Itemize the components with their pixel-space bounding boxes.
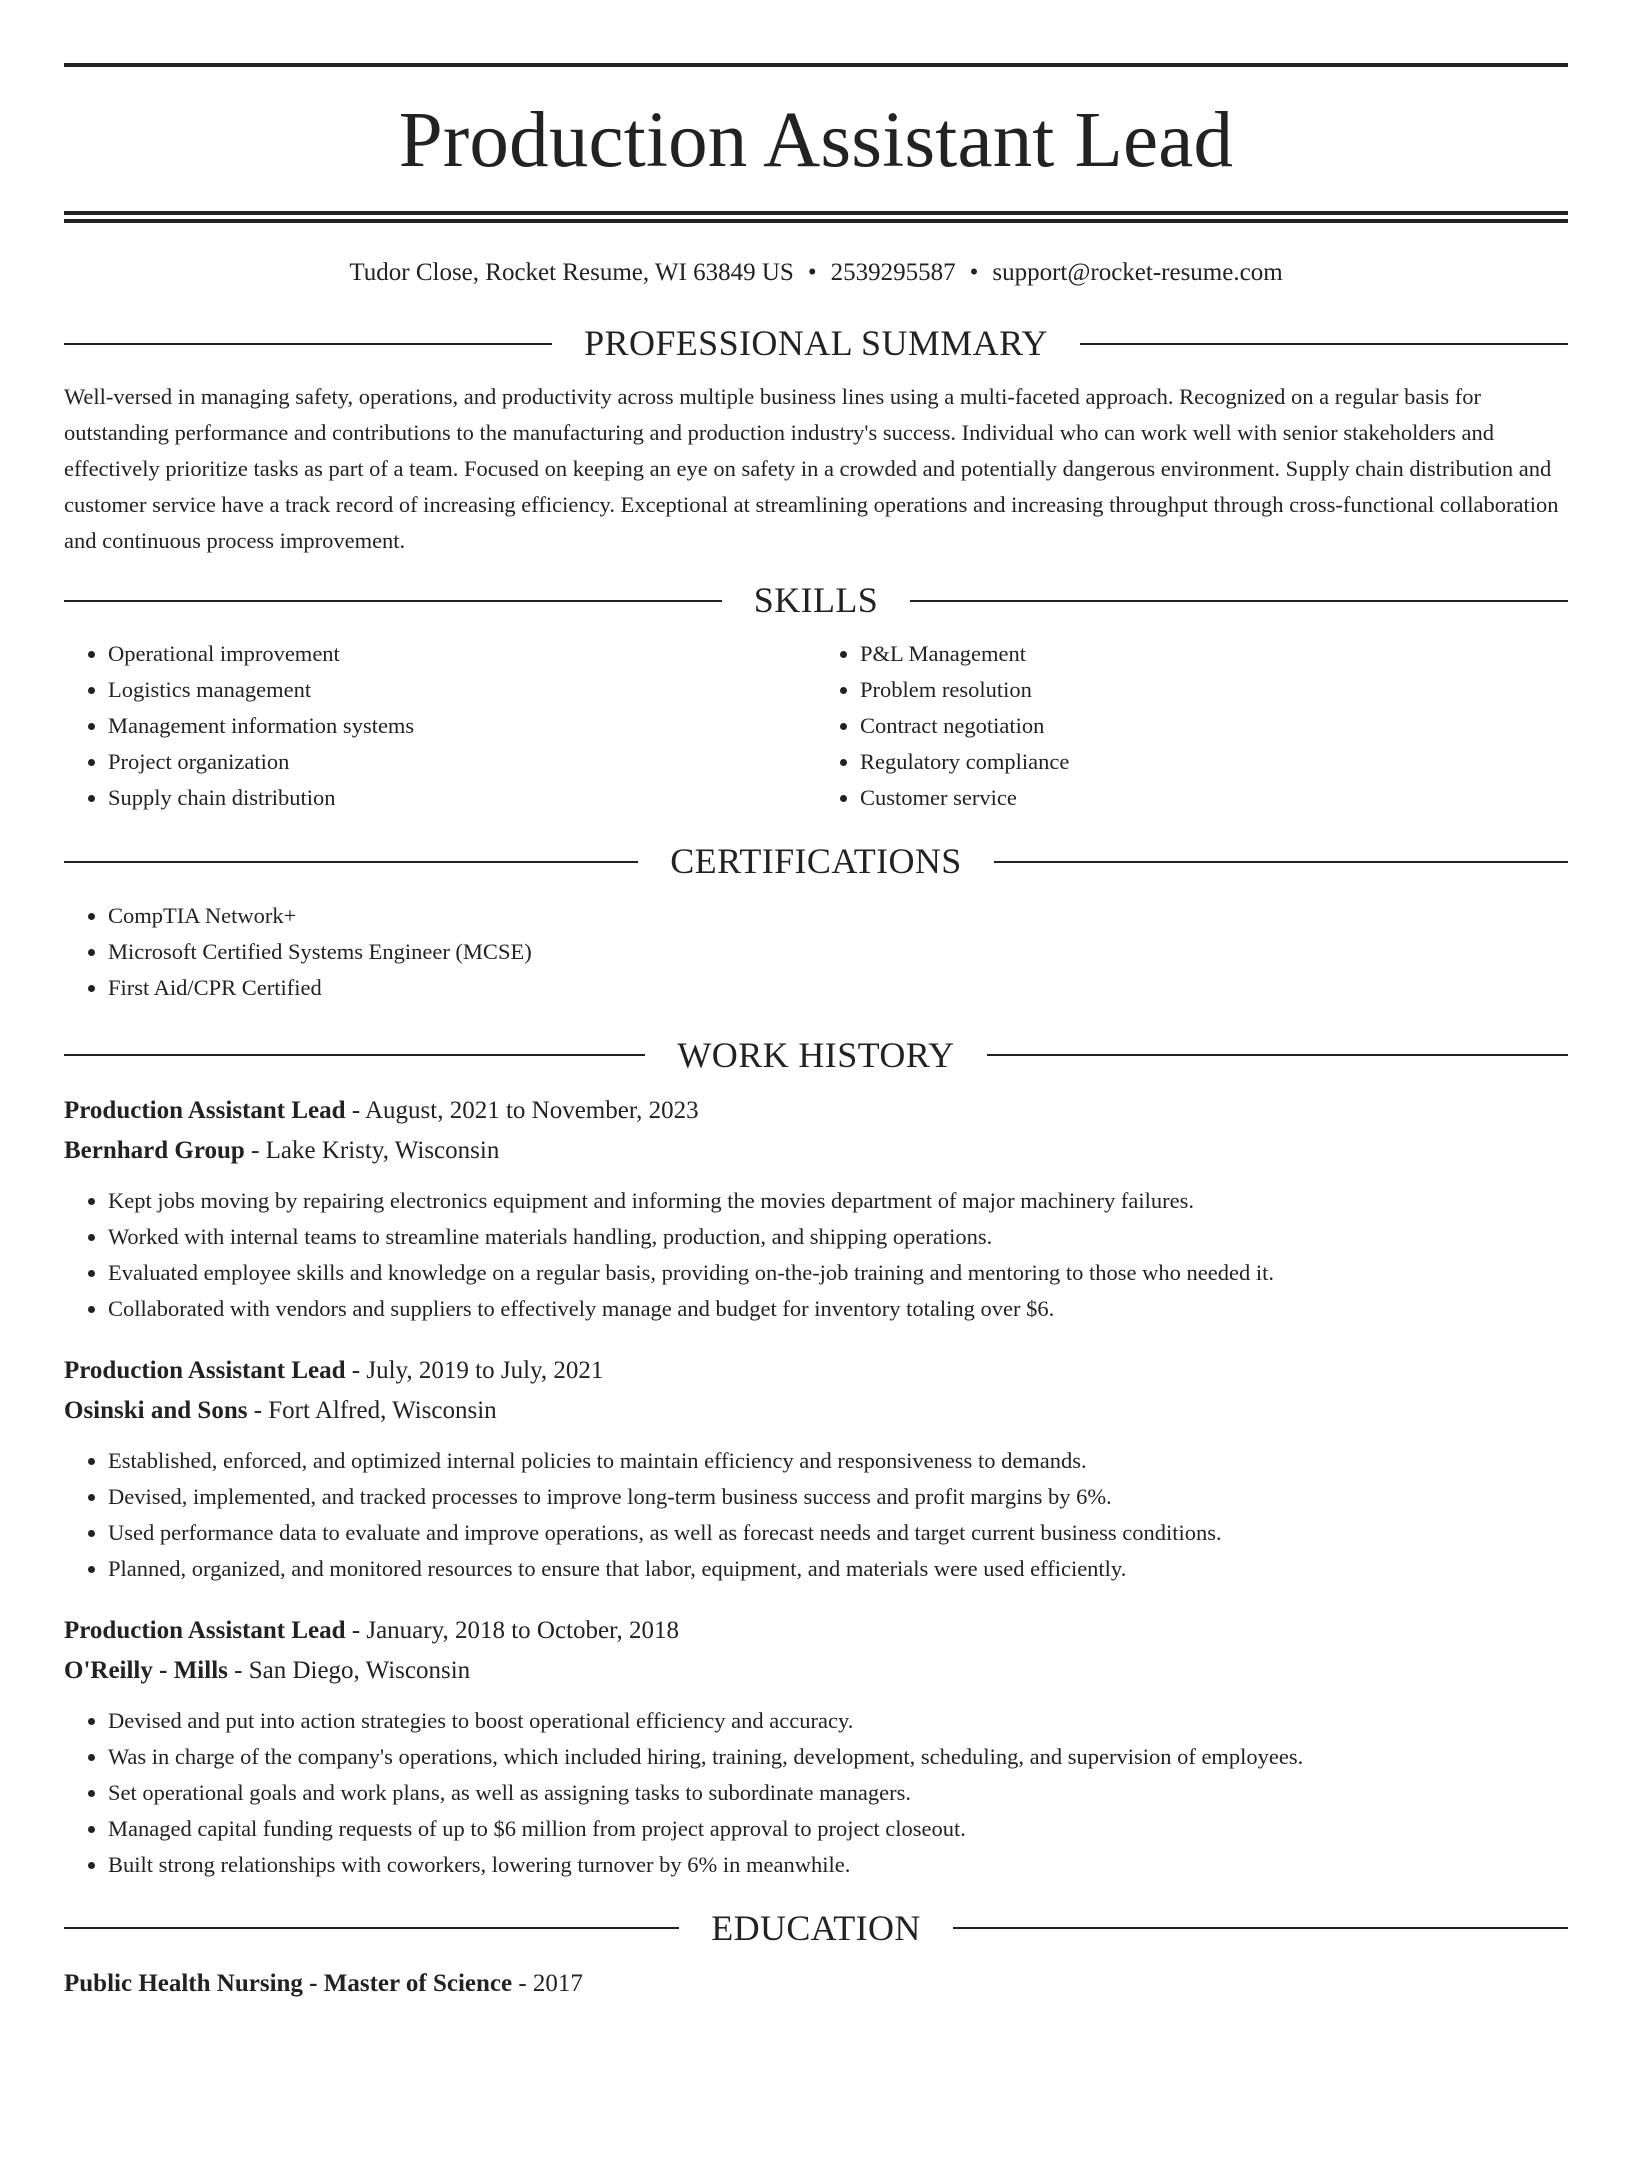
- summary-section-header: [64, 322, 1568, 365]
- summary-heading: PROFESSIONAL SUMMARY: [584, 323, 1048, 363]
- double-rule: [64, 211, 1568, 223]
- job-title-line: [64, 1091, 1568, 1131]
- contact-email: support@rocket-resume.com: [992, 259, 1283, 286]
- job-bullet: • Kept jobs moving by repairing electronics equipment and informing the movies department of major machinery failures.: [108, 1183, 1568, 1219]
- job-company-line: [64, 1651, 1568, 1691]
- skills-column-left: [64, 636, 816, 816]
- skill-item: • Supply chain distribution: [108, 780, 816, 816]
- skill-item: • Customer service: [860, 780, 1568, 816]
- certifications-section-header: [64, 840, 1568, 883]
- contact-phone: 2539295587: [830, 259, 956, 286]
- contact-separator: •: [807, 259, 817, 286]
- job-bullet: • Planned, organized, and monitored resources to ensure that labor, equipment, and materials were used efficiently.: [108, 1551, 1568, 1587]
- job-location: - Fort Alfred, Wisconsin: [247, 1396, 497, 1424]
- section-rule: [910, 600, 1568, 602]
- job-bullet: • Set operational goals and work plans, as well as assigning tasks to subordinate managers.: [108, 1775, 1568, 1811]
- job-company: Bernhard Group: [64, 1136, 245, 1164]
- certifications-list: [64, 898, 1568, 1006]
- certifications-heading: CERTIFICATIONS: [670, 841, 962, 882]
- job-company: Osinski and Sons: [64, 1396, 248, 1424]
- skill-item: • Operational improvement: [108, 636, 816, 672]
- job-bullet: • Worked with internal teams to streamline materials handling, production, and shipping operations.: [108, 1219, 1568, 1255]
- skill-item: • Project organization: [108, 744, 816, 780]
- resume-title: Production Assistant Lead: [398, 97, 1234, 184]
- job-dates: - July, 2019 to July, 2021: [345, 1356, 604, 1384]
- section-rule: [64, 1054, 645, 1056]
- education-section-header: [64, 1907, 1568, 1950]
- skill-item: • Contract negotiation: [860, 708, 1568, 744]
- job-company-line: [64, 1131, 1568, 1171]
- job-bullet: • Collaborated with vendors and suppliers to effectively manage and budget for inventory totaling over $6.: [108, 1291, 1568, 1327]
- summary-text: Well-versed in managing safety, operations, and productivity across multiple business lines using a multi-faceted approach. Recognized on a regular basis for outstanding performance and contributions to the manufacturing and production industry's success. Individual who can work well with senior stakeholders and effectively prioritize tasks as part of a team. Focused on keeping an eye on safety in a crowded and potentially dangerous environment. Supply chain distribution and customer service have a track record of increasing efficiency. Exceptional at streamlining operations and increasing throughput through cross-functional collaboration and continuous process improvement.: [64, 384, 1559, 554]
- job-title-line: [64, 1351, 1568, 1391]
- certification-item: • First Aid/CPR Certified: [108, 970, 1568, 1006]
- job-bullets: [64, 1183, 1568, 1327]
- job-bullet: • Devised, implemented, and tracked processes to improve long-term business success and profit margins by 6%.: [108, 1479, 1568, 1515]
- skills-list: [64, 636, 1568, 816]
- job-bullet: • Was in charge of the company's operations, which included hiring, training, development, scheduling, and supervision of employees.: [108, 1739, 1568, 1775]
- section-rule: [987, 1054, 1568, 1056]
- job-bullet: • Built strong relationships with coworkers, lowering turnover by 6% in meanwhile.: [108, 1847, 1568, 1883]
- education-heading: EDUCATION: [711, 1907, 921, 1948]
- job-location: - San Diego, Wisconsin: [227, 1656, 471, 1684]
- skills-heading: SKILLS: [753, 580, 879, 621]
- section-rule: [953, 1927, 1568, 1929]
- job-title-line: [64, 1611, 1568, 1651]
- section-rule: [64, 861, 638, 863]
- section-rule: [994, 861, 1568, 863]
- contact-line: [64, 258, 1568, 288]
- job-location: - Lake Kristy, Wisconsin: [244, 1136, 500, 1164]
- job-dates: - January, 2018 to October, 2018: [345, 1616, 679, 1644]
- education-entry: [64, 1964, 1568, 2004]
- resume-page: [0, 63, 1632, 2175]
- section-rule: [64, 1927, 679, 1929]
- job-title: Production Assistant Lead: [64, 1616, 346, 1644]
- skill-item: • P&L Management: [860, 636, 1568, 672]
- job-bullet: • Established, enforced, and optimized internal policies to maintain efficiency and responsiveness to demands.: [108, 1443, 1568, 1479]
- job-bullet: • Devised and put into action strategies to boost operational efficiency and accuracy.: [108, 1703, 1568, 1739]
- work-heading: WORK HISTORY: [677, 1034, 955, 1075]
- skills-section-header: [64, 579, 1568, 622]
- job-bullets: [64, 1703, 1568, 1883]
- education-degree: Public Health Nursing - Master of Science: [64, 1969, 513, 1997]
- skill-item: • Logistics management: [108, 672, 816, 708]
- section-rule: [64, 600, 722, 602]
- contact-address: Tudor Close, Rocket Resume, WI 63849 US: [349, 259, 794, 286]
- job-title: Production Assistant Lead: [64, 1096, 346, 1124]
- contact-separator: •: [969, 259, 979, 286]
- job-bullet: • Evaluated employee skills and knowledge on a regular basis, providing on-the-job training and mentoring to those who needed it.: [108, 1255, 1568, 1291]
- skill-item: • Problem resolution: [860, 672, 1568, 708]
- job-bullet: • Managed capital funding requests of up to $6 million from project approval to project closeout.: [108, 1811, 1568, 1847]
- job-entry: [64, 1611, 1568, 1883]
- work-section-header: [64, 1034, 1568, 1077]
- skill-item: • Regulatory compliance: [860, 744, 1568, 780]
- job-title: Production Assistant Lead: [64, 1356, 346, 1384]
- job-entry: [64, 1351, 1568, 1587]
- education-year: - 2017: [512, 1969, 583, 1997]
- job-dates: - August, 2021 to November, 2023: [345, 1096, 699, 1124]
- job-company: O'Reilly - Mills: [64, 1656, 228, 1684]
- job-entry: [64, 1091, 1568, 1327]
- certification-item: • CompTIA Network+: [108, 898, 1568, 934]
- job-bullet: • Used performance data to evaluate and improve operations, as well as forecast needs and target current business conditions.: [108, 1515, 1568, 1551]
- job-company-line: [64, 1391, 1568, 1431]
- certification-item: • Microsoft Certified Systems Engineer (MCSE): [108, 934, 1568, 970]
- skills-column-right: [816, 636, 1568, 816]
- job-bullets: [64, 1443, 1568, 1587]
- skill-item: • Management information systems: [108, 708, 816, 744]
- section-rule: [1080, 343, 1568, 345]
- section-rule: [64, 343, 552, 345]
- top-rule: [64, 63, 1568, 67]
